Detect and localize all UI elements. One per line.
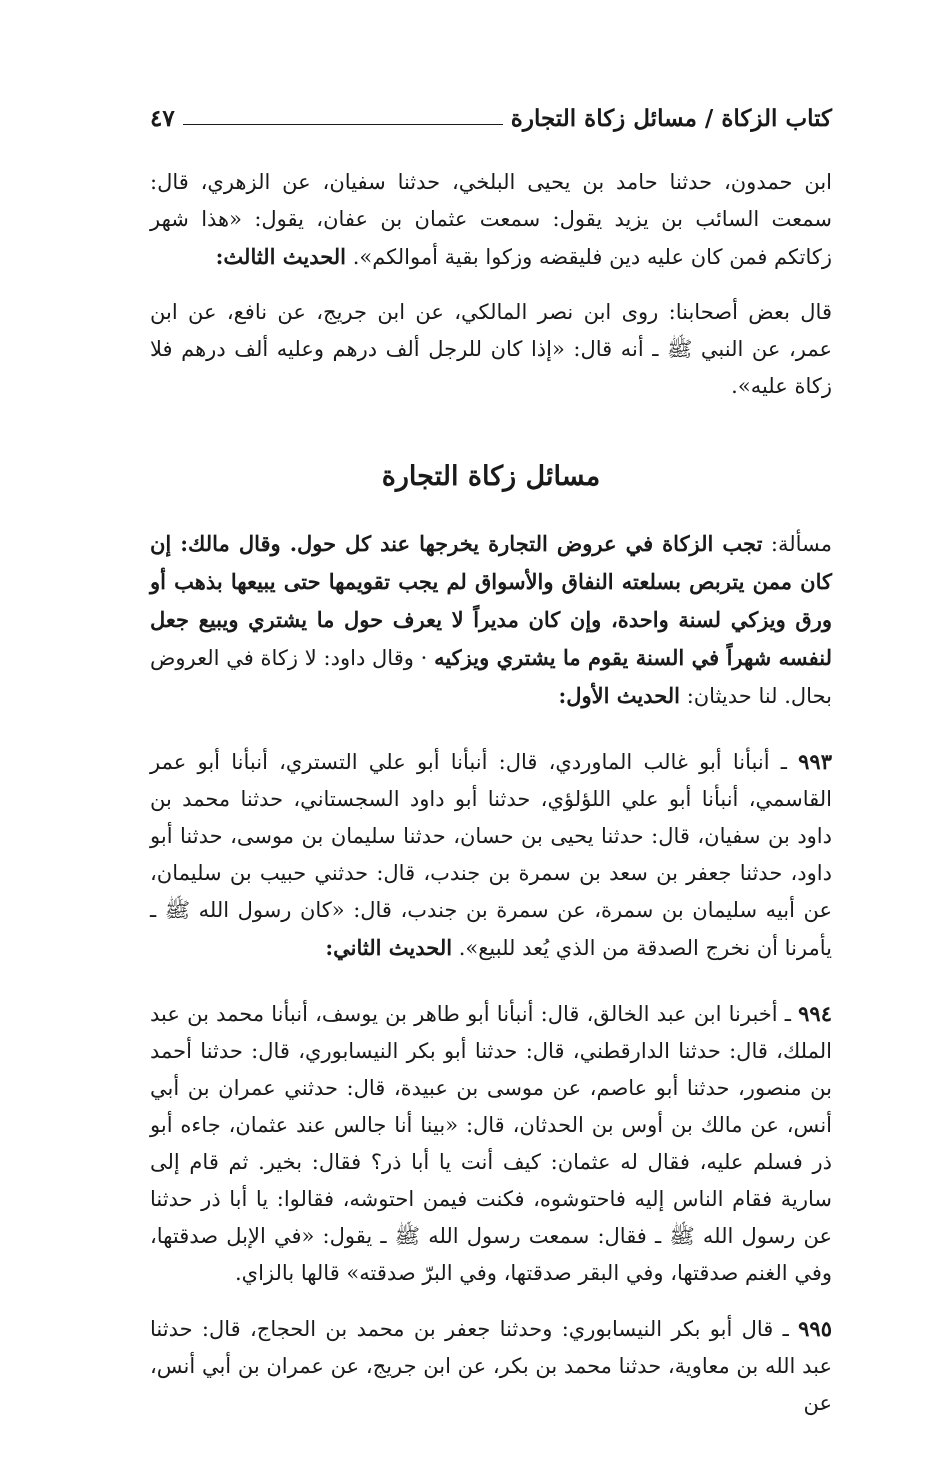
hadith-text-995: ـ قال أبو بكر النيسابوري: وحدثنا جعفر بن محمد بن الحجاج، قال: حدثنا عبد الله بن معاوية، حدثنا محمد بن بكر، عن ابن جريج، عن عمران بن أبي أنس، عن [150, 1317, 832, 1415]
hadith-text-993: ـ أنبأنا أبو غالب الماوردي، قال: أنبأنا أبو علي التستري، أنبأنا أبو عمر القاسمي، أنبأنا أبو علي اللؤلؤي، حدثنا أبو داود السجستاني، حدثنا محمد بن داود بن سفيان، قال: حدثنا يحيى بن حسان، حدثنا سليمان بن موسى، حدثنا أبو داود، حدثنا جعفر بن سعد بن سمرة بن جندب، قال: حدثني حبيب بن سليمان، عن أبيه سليمان بن سمرة، عن سمرة بن جندب، قال: «كان رسول الله ﷺ ـ يأمرنا أن نخرج الصدقة من الذي يُعد للبيع». [150, 750, 832, 960]
running-header [150, 98, 832, 138]
issue-bold-text: تجب الزكاة في عروض التجارة يخرجها عند كل حول. وقال مالك: إن كان ممن يتربص بسلعته النفاق والأسواق لم يجب تقويمها حتى يبيعها بذهب أو ورق ويزكي لسنة واحدة، وإن كان مديراً لا يعرف حول ما يشتري ويبيع جعل لنفسه شهراً في السنة يقوم ما يشتري ويزكيه [150, 531, 833, 670]
issue-tail: · وقال داود: لا زكاة في العروض بحال. لنا حديثان: [150, 646, 832, 708]
page-number: ٤٧ [150, 104, 175, 132]
hadith-text-994: ـ أخبرنا ابن عبد الخالق، قال: أنبأنا أبو طاهر بن يوسف، أنبأنا محمد بن عبد الملك، قال: حدثنا الدارقطني، قال: حدثنا أبو بكر النيسابوري، قال: حدثنا أحمد بن منصور، حدثنا أبو عاصم، عن موسى بن عبيدة، قال: حدثني عمران بن أبي أنس، عن مالك بن أوس بن الحدثان، قال: «بينا أنا جالس عند عثمان، جاءه أبو ذر فسلم عليه، فقال له عثمان: كيف أنت يا أبا ذر؟ فقال: بخير. ثم قام إلى سارية فقام الناس إليه فاحتوشوه، فكنت فيمن احتوشه، فقالوا: يا أبا ذر حدثنا عن رسول الله ﷺ ـ فقال: سمعت رسول الله ﷺ ـ يقول: «في الإبل صدقتها، وفي الغنم صدقتها، وفي البقر صدقتها، وفي البرّ صدقته» قالها بالزاي. [150, 1002, 832, 1285]
paragraph-2 [150, 294, 832, 405]
paragraph-2-text: قال بعض أصحابنا: روى ابن نصر المالكي، عن ابن جريج، عن نافع، عن ابن عمر، عن النبي ﷺ ـ أنه قال: «إذا كان للرجل ألف درهم وعليه ألف درهم فلا زكاة عليه». [150, 300, 832, 398]
section-heading: مسائل زكاة التجارة [381, 461, 601, 492]
issue-lead: مسألة: [770, 532, 832, 556]
hadith-label-third: الحديث الثالث: [215, 244, 346, 269]
paragraph-1-text: ابن حمدون، حدثنا حامد بن يحيى البلخي، حدثنا سفيان، عن الزهري، قال: سمعت السائب بن يزيد يقول: سمعت عثمان بن عفان، يقول: «هذا شهر زكاتكم فمن كان عليه دين فليقضه وزكوا بقية أموالكم». [150, 170, 832, 269]
spacer [150, 985, 832, 995]
hadith-number-994: ٩٩٤ [798, 1001, 832, 1026]
paragraph-995 [150, 1310, 832, 1422]
paragraph-993 [150, 743, 832, 967]
hadith-label-first: الحديث الأول: [558, 683, 680, 708]
paragraph-1 [150, 164, 832, 276]
hadith-number-995: ٩٩٥ [798, 1316, 832, 1341]
paragraph-3 [150, 525, 832, 715]
header-title: كتاب الزكاة / مسائل زكاة التجارة [510, 104, 832, 132]
spacer [150, 733, 832, 743]
hadith-number-993: ٩٩٣ [798, 749, 832, 774]
header-rule [183, 124, 503, 125]
hadith-label-second: الحديث الثاني: [325, 935, 453, 960]
paragraph-994 [150, 995, 832, 1292]
